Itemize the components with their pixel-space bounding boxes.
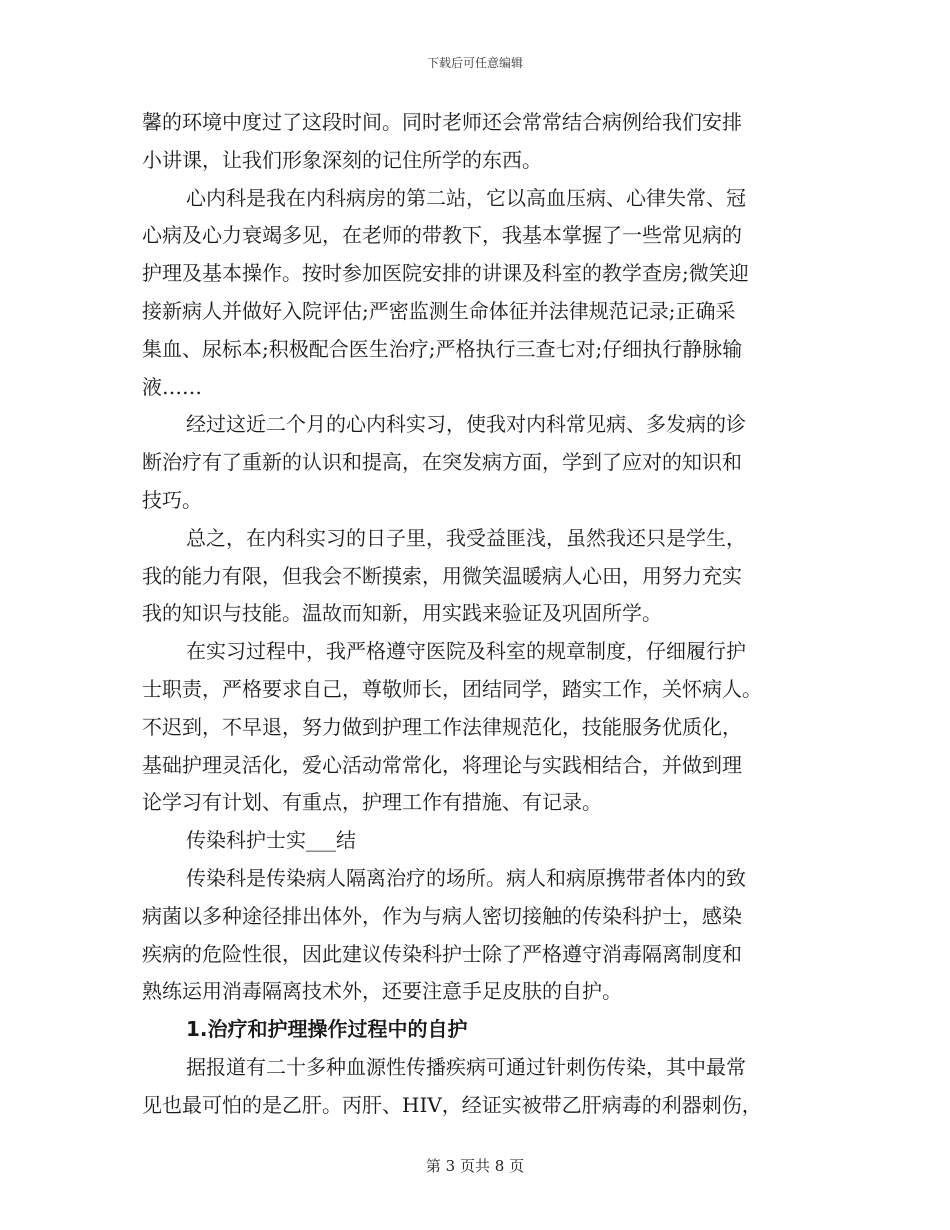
text-line: 接新病人并做好入院评估;严密监测生命体征并法律规范记录;正确采 bbox=[142, 298, 736, 323]
text-line: 馨的环境中度过了这段时间。同时老师还会常常结合病例给我们安排 bbox=[142, 110, 742, 134]
text-line: 见也最可怕的是乙肝。丙肝、HIV，经证实被带乙肝病毒的利器刺伤， bbox=[142, 1092, 762, 1117]
text-line: 护理及基本操作。按时参加医院安排的讲课及科室的教学查房;微笑迎 bbox=[142, 261, 749, 286]
text-line: 传染科护士实___结 bbox=[186, 828, 356, 853]
text-line: 心病及心力衰竭多见，在老师的带教下，我基本掌握了一些常见病的 bbox=[142, 223, 742, 248]
text-line: 技巧。 bbox=[142, 487, 202, 512]
text-line: 我的能力有限，但我会不断摸索，用微笑温暖病人心田，用努力充实 bbox=[142, 563, 742, 588]
section-heading: 1.治疗和护理操作过程中的自护 bbox=[186, 1017, 468, 1042]
text-line: 基础护理灵活化，爱心活动常常化，将理论与实践相结合，并做到理 bbox=[142, 752, 742, 777]
text-line: 液…… bbox=[142, 374, 202, 399]
text-line: 我的知识与技能。温故而知新，用实践来验证及巩固所学。 bbox=[142, 601, 662, 626]
text-line: 论学习有计划、有重点，护理工作有措施、有记录。 bbox=[142, 790, 602, 815]
text-line: 总之，在内科实习的日子里，我受益匪浅，虽然我还只是学生， bbox=[186, 525, 746, 550]
document-body bbox=[142, 104, 808, 1125]
text-line: 据报道有二十多种血源性传播疾病可通过针刺伤传染，其中最常 bbox=[186, 1054, 746, 1079]
text-line: 在实习过程中，我严格遵守医院及科室的规章制度，仔细履行护 bbox=[186, 639, 746, 664]
page-footer: 第 3 页共 8 页 bbox=[425, 1157, 525, 1175]
text-line: 心内科是我在内科病房的第二站，它以高血压病、心律失常、冠 bbox=[186, 185, 746, 210]
text-line: 士职责，严格要求自己，尊敬师长，团结同学，踏实工作，关怀病人。 bbox=[142, 676, 762, 701]
page-header: 下载后可任意编辑 bbox=[426, 56, 523, 70]
text-line: 小讲课，让我们形象深刻的记住所学的东西。 bbox=[142, 147, 542, 172]
text-line: 断治疗有了重新的认识和提高，在突发病方面，学到了应对的知识和 bbox=[142, 450, 742, 475]
text-line: 不迟到，不早退，努力做到护理工作法律规范化，技能服务优质化， bbox=[142, 714, 742, 739]
text-line: 传染科是传染病人隔离治疗的场所。病人和病原携带者体内的致 bbox=[186, 865, 746, 890]
text-line: 熟练运用消毒隔离技术外，还要注意手足皮肤的自护。 bbox=[142, 979, 622, 1004]
text-line: 病菌以多种途径排出体外，作为与病人密切接触的传染科护士，感染 bbox=[142, 903, 742, 928]
text-line: 集血、尿标本;积极配合医生治疗;严格执行三查七对;仔细执行静脉输 bbox=[142, 336, 743, 361]
text-line: 疾病的危险性很，因此建议传染科护士除了严格遵守消毒隔离制度和 bbox=[142, 941, 742, 966]
text-line: 经过这近二个月的心内科实习，使我对内科常见病、多发病的诊 bbox=[186, 412, 746, 437]
